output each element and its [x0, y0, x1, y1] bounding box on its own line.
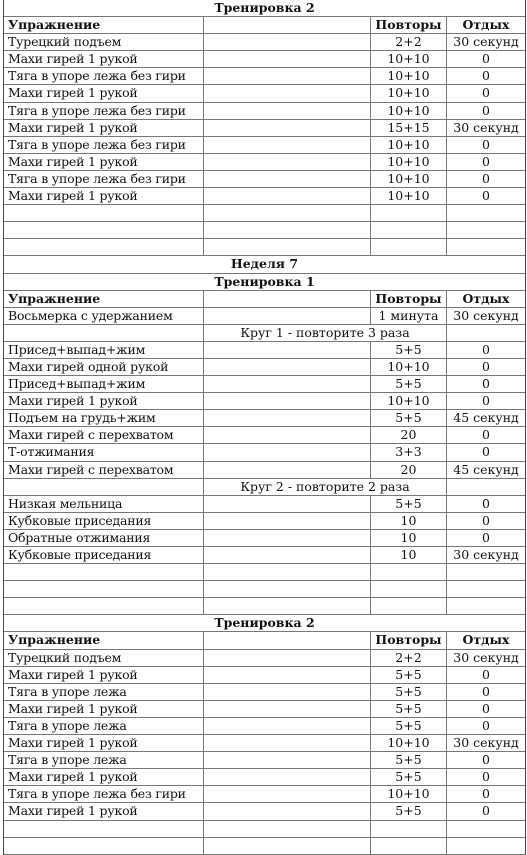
- reps-value: 10+10: [371, 137, 447, 153]
- blank-cell: [447, 239, 525, 255]
- rest-value: 0: [482, 752, 490, 768]
- table-row: [4, 786, 525, 803]
- blank-cell: [447, 838, 525, 854]
- spacer-cell: [204, 154, 371, 170]
- reps-value: 10+10: [371, 359, 447, 375]
- blank-cell: [447, 581, 525, 597]
- spacer-cell: [204, 410, 371, 426]
- exercise-name: Турецкий подъем: [4, 650, 204, 666]
- reps-value: 5+5: [371, 376, 447, 392]
- reps-value: 10+10: [371, 103, 447, 119]
- rest-value: 45 секунд: [453, 410, 519, 426]
- spacer-cell: [204, 308, 371, 324]
- exercise-name: Тяга в упоре лежа без гири: [4, 786, 204, 802]
- table-row: [4, 393, 525, 410]
- rest-value: 0: [482, 683, 490, 699]
- exercise-name: Махи гирей 1 рукой: [4, 667, 204, 683]
- blank-row: [4, 239, 525, 256]
- spacer-cell: [204, 496, 371, 512]
- reps-value: 5+5: [371, 410, 447, 426]
- blank-row: [4, 821, 525, 838]
- rest-value: 0: [482, 717, 490, 733]
- section-title: Тренировка 1: [214, 273, 315, 289]
- table-row: [4, 410, 525, 427]
- round-label: Круг 1 - повторите 3 раза: [204, 325, 447, 341]
- section-title-row: [4, 615, 525, 632]
- reps-value: 10+10: [371, 171, 447, 187]
- header-rest: Отдых: [462, 290, 510, 306]
- table-row: [4, 547, 525, 564]
- reps-value: 2+2: [371, 34, 447, 50]
- reps-value: 20: [371, 462, 447, 478]
- table-row: [4, 667, 525, 684]
- exercise-name: Махи гирей 1 рукой: [4, 120, 204, 136]
- reps-value: 10+10: [371, 51, 447, 67]
- section-title: Неделя 7: [230, 256, 299, 272]
- table-row: [4, 376, 525, 393]
- spacer-cell: [204, 188, 371, 204]
- reps-value: 10+10: [371, 85, 447, 101]
- header-row: [4, 632, 525, 649]
- exercise-name: Махи гирей 1 рукой: [4, 154, 204, 170]
- blank-cell: [371, 222, 447, 238]
- table-row: [4, 462, 525, 479]
- spacer-cell: [204, 684, 371, 700]
- rest-value: 30 секунд: [453, 547, 519, 562]
- table-row: [4, 188, 525, 205]
- spacer-cell: [204, 342, 371, 358]
- rest-value: 0: [482, 769, 490, 785]
- rest-value: 0: [482, 102, 490, 118]
- table-row: [4, 120, 525, 137]
- round-label: Круг 2 - повторите 2 раза: [204, 479, 447, 495]
- spacer-cell: [204, 359, 371, 375]
- blank-cell: [447, 821, 525, 837]
- reps-value: 5+5: [371, 667, 447, 683]
- blank-cell: [204, 838, 371, 854]
- workout-table: [3, 0, 526, 855]
- section-title-row: [4, 0, 525, 17]
- header-rest: Отдых: [462, 632, 510, 648]
- reps-value: 10: [371, 513, 447, 529]
- reps-value: 20: [371, 427, 447, 443]
- rest-value: 0: [482, 358, 490, 374]
- blank-cell: [204, 581, 371, 597]
- rest-value: 0: [482, 136, 490, 152]
- table-row: [4, 513, 525, 530]
- spacer-cell: [204, 803, 371, 819]
- rest-value: 0: [482, 68, 490, 84]
- table-row: [4, 103, 525, 120]
- rest-value: 30 секунд: [453, 735, 519, 751]
- spacer-cell: [204, 34, 371, 50]
- header-row: [4, 17, 525, 34]
- blank-cell: [371, 821, 447, 837]
- blank-cell: [204, 205, 371, 221]
- rest-value: 0: [482, 529, 490, 545]
- table-row: [4, 752, 525, 769]
- table-row: [4, 684, 525, 701]
- round-spacer: [4, 479, 204, 495]
- table-row: [4, 171, 525, 188]
- blank-cell: [4, 564, 204, 580]
- header-exercise: Упражнение: [4, 17, 204, 33]
- exercise-name: Махи гирей с перехватом: [4, 462, 204, 478]
- blank-cell: [4, 581, 204, 597]
- spacer-cell: [204, 547, 371, 563]
- table-row: [4, 530, 525, 547]
- rest-value: 30 секунд: [453, 307, 519, 323]
- table-row: [4, 444, 525, 461]
- rest-value: 0: [482, 85, 490, 101]
- spacer-cell: [204, 701, 371, 717]
- rest-value: 45 секунд: [453, 461, 519, 477]
- blank-row: [4, 598, 525, 615]
- table-row: [4, 496, 525, 513]
- rest-value: 30 секунд: [453, 119, 519, 135]
- rest-value: 0: [482, 512, 490, 528]
- spacer-cell: [204, 68, 371, 84]
- reps-value: 5+5: [371, 701, 447, 717]
- spacer-cell: [204, 85, 371, 101]
- round-rest-spacer: [447, 325, 525, 341]
- exercise-name: Махи гирей 1 рукой: [4, 769, 204, 785]
- reps-value: 5+5: [371, 769, 447, 785]
- header-exercise: Упражнение: [4, 291, 204, 307]
- section-title-row: [4, 256, 525, 273]
- reps-value: 5+5: [371, 752, 447, 768]
- spacer-cell: [204, 171, 371, 187]
- blank-cell: [371, 564, 447, 580]
- exercise-name: Махи гирей 1 рукой: [4, 51, 204, 67]
- spacer-cell: [204, 650, 371, 666]
- blank-row: [4, 564, 525, 581]
- reps-value: 5+5: [371, 342, 447, 358]
- table-row: [4, 68, 525, 85]
- exercise-name: Низкая мельница: [4, 496, 204, 512]
- exercise-name: Обратные отжимания: [4, 530, 204, 546]
- reps-value: 10: [371, 547, 447, 563]
- table-row: [4, 137, 525, 154]
- blank-row: [4, 581, 525, 598]
- header-rest: Отдых: [462, 17, 510, 33]
- reps-value: 10+10: [371, 393, 447, 409]
- exercise-name: Тяга в упоре лежа: [4, 718, 204, 734]
- rest-value: 0: [482, 51, 490, 67]
- rest-value: 0: [482, 666, 490, 682]
- blank-cell: [4, 598, 204, 614]
- spacer-cell: [204, 513, 371, 529]
- exercise-name: Тяга в упоре лежа: [4, 752, 204, 768]
- exercise-name: Тяга в упоре лежа без гири: [4, 137, 204, 153]
- blank-cell: [4, 205, 204, 221]
- spacer-cell: [204, 427, 371, 443]
- table-row: [4, 51, 525, 68]
- blank-cell: [4, 821, 204, 837]
- spacer-cell: [204, 393, 371, 409]
- rest-value: 0: [482, 376, 490, 392]
- rest-value: 0: [482, 188, 490, 204]
- header-exercise: Упражнение: [4, 632, 204, 648]
- blank-cell: [4, 838, 204, 854]
- blank-cell: [447, 598, 525, 614]
- header-reps: Повторы: [371, 632, 447, 648]
- exercise-name: Восьмерка с удержанием: [4, 308, 204, 324]
- header-reps: Повторы: [371, 291, 447, 307]
- reps-value: 5+5: [371, 684, 447, 700]
- spacer-cell: [204, 769, 371, 785]
- table-row: [4, 718, 525, 735]
- round-row: [4, 325, 525, 342]
- spacer-cell: [204, 51, 371, 67]
- section-title: Тренировка 2: [214, 615, 315, 631]
- rest-value: 0: [482, 427, 490, 443]
- reps-value: 1 минута: [371, 308, 447, 324]
- rest-value: 0: [482, 170, 490, 186]
- spacer-cell: [204, 530, 371, 546]
- exercise-name: Тяга в упоре лежа без гири: [4, 103, 204, 119]
- blank-cell: [4, 239, 204, 255]
- header-row: [4, 291, 525, 308]
- rest-value: 0: [482, 700, 490, 716]
- spacer-cell: [204, 667, 371, 683]
- table-row: [4, 803, 525, 820]
- exercise-name: Махи гирей 1 рукой: [4, 85, 204, 101]
- blank-row: [4, 205, 525, 222]
- blank-cell: [371, 581, 447, 597]
- round-row: [4, 479, 525, 496]
- table-row: [4, 34, 525, 51]
- exercise-name: Присед+выпад+жим: [4, 342, 204, 358]
- spacer-cell: [204, 735, 371, 751]
- blank-cell: [447, 564, 525, 580]
- table-row: [4, 735, 525, 752]
- blank-cell: [371, 239, 447, 255]
- spacer-cell: [204, 137, 371, 153]
- exercise-name: Т-отжимания: [4, 444, 204, 460]
- reps-value: 15+15: [371, 120, 447, 136]
- exercise-name: Тяга в упоре лежа без гири: [4, 68, 204, 84]
- rest-value: 0: [482, 341, 490, 357]
- blank-row: [4, 222, 525, 239]
- blank-cell: [204, 598, 371, 614]
- reps-value: 10+10: [371, 154, 447, 170]
- exercise-name: Махи гирей с перехватом: [4, 427, 204, 443]
- blank-cell: [371, 205, 447, 221]
- reps-value: 10+10: [371, 68, 447, 84]
- table-row: [4, 85, 525, 102]
- reps-value: 5+5: [371, 718, 447, 734]
- blank-cell: [371, 598, 447, 614]
- header-spacer: [204, 291, 371, 307]
- spacer-cell: [204, 376, 371, 392]
- blank-cell: [4, 222, 204, 238]
- exercise-name: Махи гирей 1 рукой: [4, 701, 204, 717]
- rest-value: 0: [482, 153, 490, 169]
- header-reps: Повторы: [371, 17, 447, 33]
- table-row: [4, 427, 525, 444]
- reps-value: 10: [371, 530, 447, 546]
- table-row: [4, 154, 525, 171]
- rest-value: 0: [482, 495, 490, 511]
- spacer-cell: [204, 462, 371, 478]
- rest-value: 30 секунд: [453, 649, 519, 665]
- reps-value: 10+10: [371, 188, 447, 204]
- exercise-name: Подъем на грудь+жим: [4, 410, 204, 426]
- spacer-cell: [204, 786, 371, 802]
- spacer-cell: [204, 120, 371, 136]
- blank-cell: [204, 564, 371, 580]
- rest-value: 0: [482, 786, 490, 802]
- exercise-name: Кубковые приседания: [4, 513, 204, 529]
- blank-cell: [447, 205, 525, 221]
- exercise-name: Кубковые приседания: [4, 547, 204, 563]
- reps-value: 10+10: [371, 786, 447, 802]
- table-row: [4, 769, 525, 786]
- table-row: [4, 342, 525, 359]
- section-title-row: [4, 274, 525, 291]
- reps-value: 3+3: [371, 444, 447, 460]
- spacer-cell: [204, 752, 371, 768]
- round-spacer: [4, 325, 204, 341]
- table-row: [4, 308, 525, 325]
- header-spacer: [204, 17, 371, 33]
- reps-value: 5+5: [371, 803, 447, 819]
- exercise-name: Махи гирей одной рукой: [4, 359, 204, 375]
- exercise-name: Махи гирей 1 рукой: [4, 803, 204, 819]
- rest-value: 0: [482, 444, 490, 460]
- rest-value: 0: [482, 803, 490, 819]
- reps-value: 10+10: [371, 735, 447, 751]
- section-title: Тренировка 2: [214, 0, 315, 15]
- exercise-name: Махи гирей 1 рукой: [4, 393, 204, 409]
- spacer-cell: [204, 444, 371, 460]
- reps-value: 2+2: [371, 650, 447, 666]
- exercise-name: Тяга в упоре лежа: [4, 684, 204, 700]
- blank-cell: [447, 222, 525, 238]
- table-row: [4, 701, 525, 718]
- rest-value: 0: [482, 393, 490, 409]
- exercise-name: Тяга в упоре лежа без гири: [4, 171, 204, 187]
- spacer-cell: [204, 103, 371, 119]
- blank-cell: [204, 821, 371, 837]
- exercise-name: Махи гирей 1 рукой: [4, 735, 204, 751]
- spacer-cell: [204, 718, 371, 734]
- reps-value: 5+5: [371, 496, 447, 512]
- header-spacer: [204, 632, 371, 648]
- table-row: [4, 650, 525, 667]
- blank-cell: [204, 239, 371, 255]
- round-rest-spacer: [447, 479, 525, 495]
- blank-cell: [371, 838, 447, 854]
- exercise-name: Турецкий подъем: [4, 34, 204, 50]
- table-row: [4, 359, 525, 376]
- exercise-name: Махи гирей 1 рукой: [4, 188, 204, 204]
- rest-value: 30 секунд: [453, 34, 519, 50]
- blank-row: [4, 838, 525, 855]
- blank-cell: [204, 222, 371, 238]
- exercise-name: Присед+выпад+жим: [4, 376, 204, 392]
